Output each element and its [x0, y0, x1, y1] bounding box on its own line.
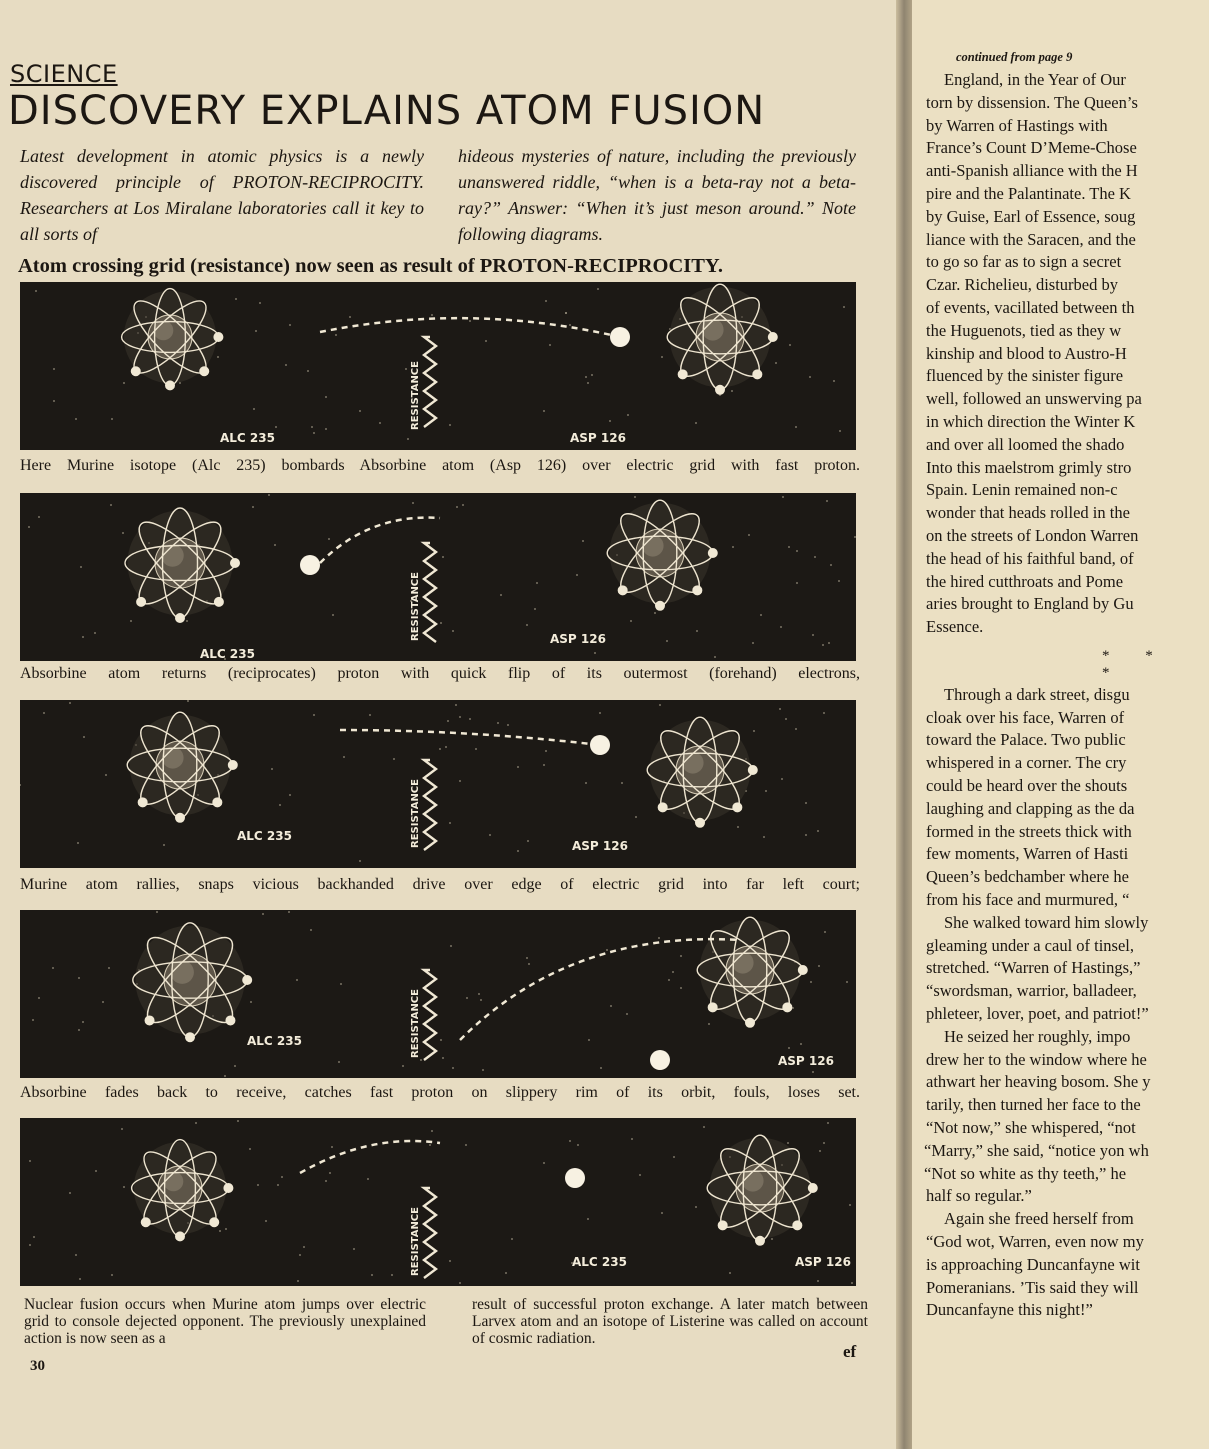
story-line: half so regular.”	[926, 1186, 1032, 1206]
story-line: Queen’s bedchamber where he	[926, 867, 1129, 887]
page-number: 30	[30, 1358, 45, 1374]
story-line: Again she freed herself from	[944, 1209, 1134, 1229]
label-asp-126: ASP 126	[572, 839, 628, 853]
story-line: “Not now,” she whispered, “not	[926, 1118, 1136, 1137]
story-line: Into this maelstrom grimly stro	[926, 457, 1132, 477]
atom-asp-126-drawing	[697, 917, 808, 1028]
atom-asp-126-drawing	[707, 1135, 818, 1246]
story-line: “swordsman, warrior, balladeer,	[926, 981, 1137, 1001]
story-line: Through a dark street, disgu	[944, 684, 1130, 704]
story-line: well, followed an unswerving pa	[926, 389, 1142, 409]
panel-caption-2: Absorbine atom returns (reciprocates) proton with quick flip of its outermost (forehand) electrons,	[20, 665, 860, 682]
story-line: and over all loomed the shado	[926, 434, 1125, 454]
section-break-stars: * * *	[1102, 648, 1169, 681]
story-line: She walked toward him slowly	[944, 912, 1149, 932]
bottom-text-right: result of successful proton exchange. A later match between Larvex atom and an isotope of Listerine was called on account of cosmic radiation.	[472, 1296, 868, 1347]
story-line: stretched. “Warren of Hastings,”	[926, 958, 1141, 978]
panel-caption-3: Murine atom rallies, snaps vicious backhanded drive over edge of electric grid into far left court;	[20, 876, 860, 893]
atom-alc-235-drawing	[125, 508, 240, 623]
story-line: gleaming under a caul of tinsel,	[926, 935, 1135, 955]
story-line: drew her to the window where he	[926, 1049, 1147, 1069]
atom-alc-235-drawing	[133, 923, 252, 1042]
label-alc-235: ALC 235	[220, 431, 275, 445]
signature: ef	[843, 1342, 857, 1361]
atom-alc-235-drawing	[132, 1140, 234, 1242]
story-line: formed in the streets thick with	[926, 821, 1132, 841]
atom-asp-126-drawing	[667, 284, 778, 395]
story-line: the head of his faithful band, of	[926, 548, 1134, 568]
diagram-panel-3	[20, 700, 856, 868]
story-line: toward the Palace. Two public	[926, 730, 1126, 750]
headline: DISCOVERY EXPLAINS ATOM FUSION	[8, 88, 766, 134]
story-line: “Not so white as thy teeth,” he	[924, 1163, 1127, 1183]
story-line: “Marry,” she said, “notice yon wh	[924, 1140, 1149, 1160]
diagram-panel-4	[20, 910, 856, 1078]
story-line: to go so far as to sign a secret	[926, 252, 1122, 272]
section-kicker: SCIENCE	[10, 60, 118, 88]
story-line: in which direction the Winter K	[926, 412, 1136, 431]
story-line: could be heard over the shouts	[926, 776, 1128, 795]
label-asp-126: ASP 126	[778, 1054, 834, 1068]
right-page	[912, 0, 1209, 1449]
story-line: by Guise, Earl of Essence, soug	[926, 206, 1136, 226]
bottom-text-left: Nuclear fusion occurs when Murine atom jumps over electric grid to console dejected opponent. The previously unexplained action is now seen as a	[24, 1296, 426, 1347]
story-line: Pomeranians. ’Tis said they will	[926, 1277, 1139, 1297]
panel-caption-4: Absorbine fades back to receive, catches fast proton on slippery rim of its orbit, fouls, loses set.	[20, 1084, 860, 1101]
story-line: “God wot, Warren, even now my	[926, 1232, 1144, 1251]
label-alc-235: ALC 235	[237, 829, 292, 843]
story-line: of events, vacillated between th	[926, 298, 1135, 317]
resistance-label: RESISTANCE	[410, 779, 421, 848]
story-line: from his face and murmured, “	[926, 890, 1130, 909]
story-line: France’s Count D’Meme-Chose	[926, 138, 1137, 158]
story-line: fluenced by the sinister figure	[926, 366, 1124, 386]
story-line: Essence.	[926, 617, 984, 637]
subhead: Atom crossing grid (resistance) now seen as result of PROTON-RECIPROCITY.	[18, 255, 723, 277]
story-line: athwart her heaving bosom. She y	[926, 1072, 1151, 1092]
story-line: Czar. Richelieu, disturbed by	[926, 275, 1118, 295]
story-line: kinship and blood to Austro-H	[926, 343, 1127, 363]
story-line: cloak over his face, Warren of	[926, 707, 1125, 727]
story-line: is approaching Duncanfayne wit	[926, 1254, 1140, 1274]
continued-note: continued from page 9	[956, 50, 1073, 64]
story-line: the Huguenots, tied as they w	[926, 320, 1122, 340]
story-line: phleteer, lover, poet, and patriot!”	[926, 1004, 1149, 1023]
story-line: the hired cutthroats and Pome	[926, 571, 1124, 591]
story-line: by Warren of Hastings with	[926, 115, 1108, 135]
resistance-label: RESISTANCE	[410, 1207, 421, 1276]
panel-caption-1: Here Murine isotope (Alc 235) bombards Absorbine atom (Asp 126) over electric grid with fast proton.	[20, 457, 860, 474]
story-line: torn by dissension. The Queen’s	[926, 92, 1138, 112]
story-line: Spain. Lenin remained non-c	[926, 480, 1118, 500]
intro-left: Latest development in atomic physics is a newly discovered principle of PROTON-RECIPROCITY. Researchers at Los Miralane laboratories call it key to all sorts of	[20, 146, 424, 244]
story-line: laughing and clapping as the da	[926, 798, 1135, 818]
story-line: pire and the Palantinate. The K	[926, 184, 1131, 203]
atom-alc-235-drawing	[127, 712, 238, 823]
story-line: few moments, Warren of Hasti	[926, 844, 1129, 864]
label-alc-235: ALC 235	[247, 1034, 302, 1048]
label-alc-235: ALC 235	[572, 1255, 627, 1269]
story-line: Duncanfayne this night!”	[926, 1300, 1093, 1320]
intro-right: hideous mysteries of nature, including the previously unanswered riddle, “when is a beta-ray not a beta-ray?” Answer: “When it’s just meson around.” Note following diagrams.	[458, 146, 856, 244]
story-line: aries brought to England by Gu	[926, 594, 1134, 614]
resistance-label: RESISTANCE	[410, 989, 421, 1058]
story-line: England, in the Year of Our	[944, 70, 1126, 89]
diagram-panel-2	[20, 493, 856, 661]
label-asp-126: ASP 126	[550, 632, 606, 646]
story-line: on the streets of London Warren	[926, 526, 1139, 545]
atom-asp-126-drawing	[647, 717, 758, 828]
atom-asp-126-drawing	[607, 500, 718, 611]
resistance-label: RESISTANCE	[410, 572, 421, 641]
story-line: whispered in a corner. The cry	[926, 753, 1127, 773]
story-line: tarily, then turned her face to the	[926, 1095, 1141, 1115]
label-asp-126: ASP 126	[795, 1255, 851, 1269]
diagram-panel-1	[20, 282, 856, 450]
story-line: liance with the Saracen, and the	[926, 229, 1136, 249]
label-asp-126: ASP 126	[570, 431, 626, 445]
resistance-label: RESISTANCE	[410, 361, 421, 430]
story-line: wonder that heads rolled in the	[926, 503, 1130, 523]
diagram-panel-5	[20, 1118, 856, 1286]
atom-alc-235-drawing	[122, 289, 224, 391]
story-line: anti-Spanish alliance with the H	[926, 161, 1138, 181]
label-alc-235: ALC 235	[200, 647, 255, 661]
story-line: He seized her roughly, impo	[944, 1026, 1131, 1046]
